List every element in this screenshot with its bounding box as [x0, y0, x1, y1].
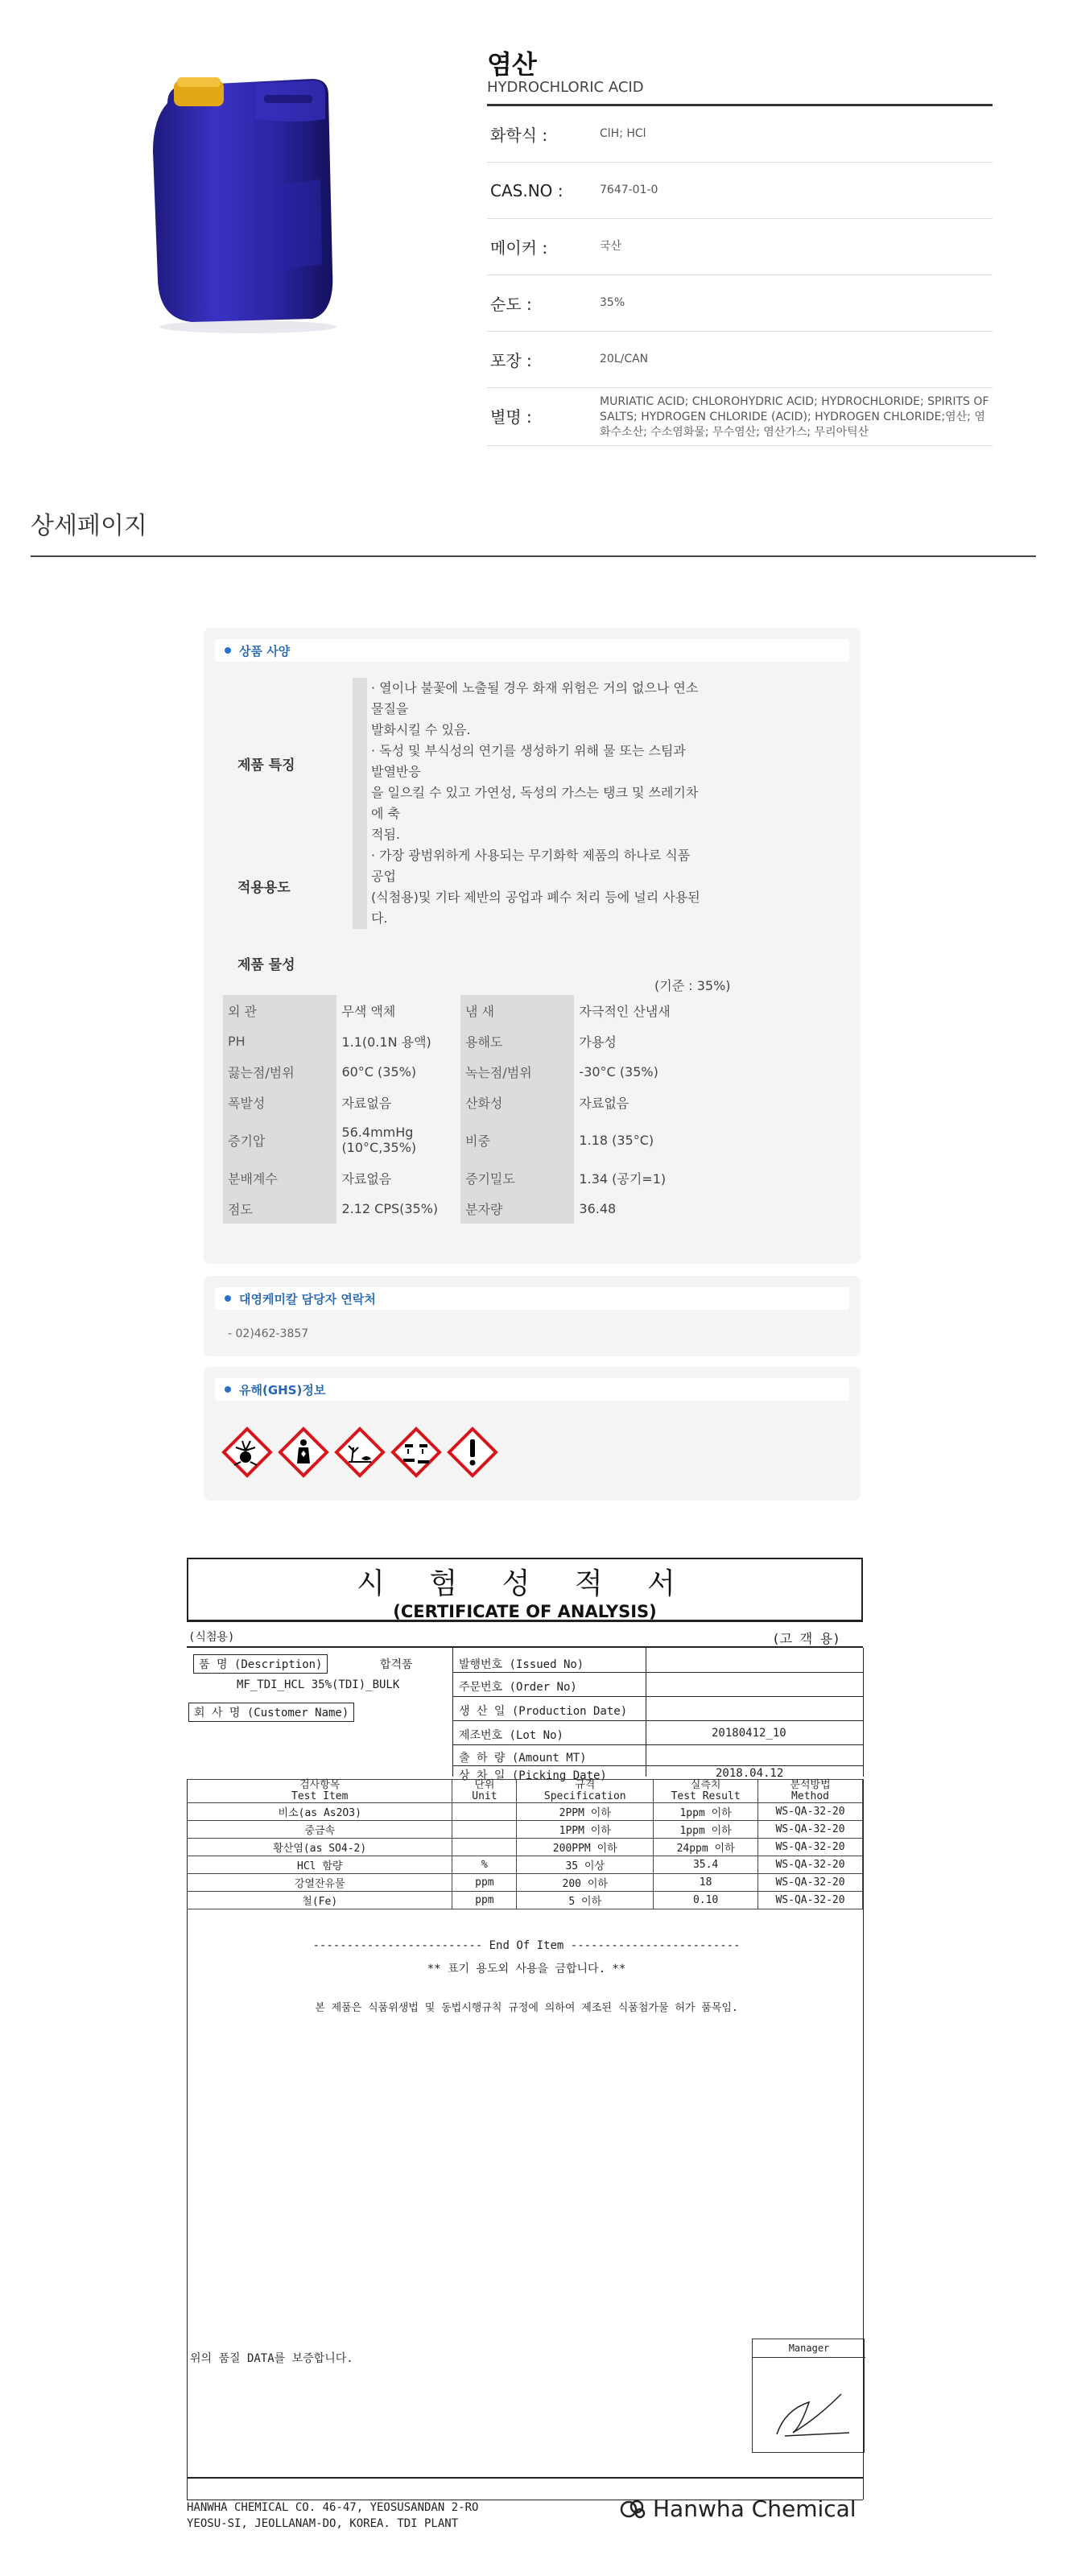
- cell: 철(Fe): [188, 1892, 452, 1909]
- feature-line: · 열이나 불꽃에 노출될 경우 화재 위험은 거의 없으나 연소물질을: [371, 680, 699, 716]
- header-cell: 분석방법 Method: [758, 1780, 863, 1803]
- prop-key: 외 관: [223, 995, 336, 1026]
- cell: 35.4: [654, 1856, 758, 1874]
- cell: 200 이하: [517, 1874, 654, 1892]
- cell: 1PPM 이하: [517, 1821, 654, 1839]
- certificate-title-en: (CERTIFICATE OF ANALYSIS): [393, 1602, 657, 1621]
- divider: [452, 1765, 863, 1766]
- info-label: 화학식 :: [490, 126, 548, 145]
- desc-value: MF_TDI_HCL 35%(TDI)_BULK: [237, 1678, 400, 1691]
- table-row: [188, 1839, 863, 1856]
- cell: 2PPM 이하: [517, 1803, 654, 1821]
- info-row-cas: [487, 163, 993, 219]
- feature-label: 제품 특징: [237, 758, 295, 774]
- header-cell: 검사항목 Test Item: [188, 1780, 452, 1803]
- table-row: [223, 1087, 698, 1117]
- logo-icon: [619, 2497, 648, 2521]
- divider: [452, 1696, 863, 1697]
- table-row: [188, 1856, 863, 1874]
- cell: 35 이상: [517, 1856, 654, 1874]
- feature-line: · 가장 광범위하게 사용되는 무기화학 제품의 하나로 식품공업: [371, 848, 691, 884]
- order-no-label: 주문번호 (Order No): [459, 1681, 577, 1694]
- cell: 비소(as As2O3): [188, 1803, 452, 1821]
- signature-icon: [753, 2362, 865, 2450]
- panel-header: [215, 1287, 849, 1310]
- prop-value: 1.1(0.1N 용액): [341, 1034, 431, 1050]
- prop-key: PH: [223, 1026, 336, 1056]
- info-label: 순도 :: [490, 295, 532, 314]
- properties-table: [223, 995, 698, 1224]
- health-hazard-icon: [278, 1426, 329, 1478]
- exploding-bomb-icon: [221, 1426, 273, 1478]
- cell: HCl 함량: [188, 1856, 452, 1874]
- product-subtitle: HYDROCHLORIC ACID: [487, 79, 993, 106]
- certificate-image: [180, 1534, 873, 2532]
- divider: [187, 1646, 863, 1648]
- prop-value: 자료없음: [341, 1095, 392, 1111]
- table-row: [188, 1803, 863, 1821]
- cell: 1ppm 이하: [654, 1821, 758, 1839]
- divider: [31, 555, 1036, 557]
- prop-value: -30°C (35%): [579, 1063, 658, 1080]
- info-row-formula: [487, 106, 993, 163]
- feature-text: [371, 678, 701, 929]
- prop-key: 녹는점/범위: [460, 1056, 574, 1087]
- info-value: MURIATIC ACID; CHLOROHYDRIC ACID; HYDROCHLORIDE; SPIRITS OF SALTS; HYDROGEN CHLORIDE (ACID); HYDROGEN CHLORIDE;염산; 염화수소산; 수소염화물; 무수염산; 염산가스; 무리아틱산: [600, 395, 989, 439]
- desc-result: 합격품: [380, 1658, 413, 1671]
- panel-header: [215, 1378, 849, 1401]
- info-value: 35%: [600, 296, 625, 309]
- end-of-item: ------------------------- End Of Item -------------------------: [312, 1939, 741, 1952]
- analysis-table: [187, 1779, 863, 1909]
- table-row: [223, 995, 698, 1026]
- cell: WS-QA-32-20: [758, 1856, 863, 1874]
- table-row: [188, 1821, 863, 1839]
- prop-key: 점도: [223, 1193, 336, 1224]
- prop-value: 36.48: [579, 1200, 617, 1216]
- cell: ppm: [452, 1874, 517, 1892]
- prop-key: 냄 새: [460, 995, 574, 1026]
- certificate-title-box: [187, 1558, 863, 1622]
- prop-key: 증기압: [223, 1117, 336, 1162]
- info-label: 별명 :: [490, 407, 532, 427]
- divider: [452, 1744, 863, 1745]
- prop-key: 끓는점/범위: [223, 1056, 336, 1087]
- divider: [863, 1648, 864, 1777]
- lot-no-label: 제조번호 (Lot No): [459, 1729, 563, 1742]
- divider: [187, 2477, 863, 2479]
- info-row-alias: [487, 388, 993, 446]
- issued-no-label: 발행번호 (Issued No): [459, 1658, 584, 1671]
- picking-label: 상 차 일 (Picking Date): [459, 1769, 607, 1782]
- panel-heading: 대영케미칼 담당자 연락처: [239, 1291, 376, 1307]
- logo-text: Hanwha Chemical: [653, 2496, 857, 2522]
- info-label: 포장 :: [490, 351, 532, 370]
- feature-line: 을 일으킬 수 있고 가연성, 독성의 가스는 탱크 및 쓰레기차에 축: [371, 785, 699, 821]
- cell: 중금속: [188, 1821, 452, 1839]
- cell: WS-QA-32-20: [758, 1839, 863, 1856]
- address-line: YEOSU-SI, JEOLLANAM-DO, KOREA. TDI PLANT: [187, 2517, 459, 2530]
- product-info: [487, 48, 993, 446]
- prop-key: 폭발성: [223, 1087, 336, 1117]
- cell: WS-QA-32-20: [758, 1803, 863, 1821]
- cell: WS-QA-32-20: [758, 1892, 863, 1909]
- info-label: 메이커 :: [490, 238, 548, 258]
- table-row: [223, 1026, 698, 1056]
- cell: [452, 1821, 517, 1839]
- cell: 24ppm 이하: [654, 1839, 758, 1856]
- divider: [452, 1672, 863, 1673]
- cell: 황산염(as SO4-2): [188, 1839, 452, 1856]
- prop-value: 자극적인 산냄새: [579, 1003, 671, 1019]
- divider: [187, 1779, 188, 2500]
- table-row: [223, 1117, 698, 1162]
- panel-heading: 상품 사양: [239, 643, 291, 658]
- properties-basis: (기준 : 35%): [654, 978, 731, 993]
- info-value: ClH; HCl: [600, 127, 646, 140]
- address-line: HANWHA CHEMICAL CO. 46-47, YEOSUSANDAN 2-RO: [187, 2501, 479, 2514]
- table-header: [188, 1780, 863, 1803]
- prop-key: 분자량: [460, 1193, 574, 1224]
- cell: 강열잔유물: [188, 1874, 452, 1892]
- left-tag: (식첨용): [188, 1631, 235, 1644]
- cell: WS-QA-32-20: [758, 1821, 863, 1839]
- cell: WS-QA-32-20: [758, 1874, 863, 1892]
- right-tag: (고 객 용): [772, 1631, 840, 1646]
- prop-key: 분배계수: [223, 1162, 336, 1193]
- feature-line: · 독성 및 부식성의 연기를 생성하기 위해 물 또는 스팀과 발열반응: [371, 743, 686, 779]
- info-value: 7647-01-0: [600, 184, 658, 196]
- table-row: [223, 1056, 698, 1087]
- header-cell: 실측치 Test Result: [654, 1780, 758, 1803]
- cell: [452, 1839, 517, 1856]
- contact-panel: [204, 1276, 861, 1356]
- feature-line: 적됨.: [371, 827, 400, 842]
- info-value: 국산: [600, 240, 622, 253]
- contact-phone: - 02)462-3857: [228, 1327, 309, 1340]
- guarantee-text: 위의 품질 DATA를 보증합니다.: [190, 2352, 353, 2365]
- usage-label: 적용용도: [237, 880, 291, 896]
- desc-label: 품 명 (Description): [193, 1654, 328, 1674]
- prop-value: 자료없음: [341, 1170, 392, 1187]
- ghs-panel: [204, 1367, 861, 1501]
- prop-value: 60°C (35%): [341, 1063, 417, 1080]
- picking-date: 2018.04.12: [716, 1767, 784, 1780]
- info-value: 20L/CAN: [600, 353, 649, 365]
- info-row-purity: [487, 275, 993, 332]
- divider: [452, 1648, 453, 1777]
- feature-line: (식첨용)및 기타 제반의 공업과 폐수 처리 등에 널리 사용된다.: [371, 890, 700, 926]
- prop-value: 가용성: [579, 1034, 617, 1050]
- customer-label: 회 사 명 (Customer Name): [188, 1703, 354, 1722]
- cell: 0.10: [654, 1892, 758, 1909]
- product-title: 염산: [487, 49, 537, 80]
- manager-signature-box: [752, 2339, 865, 2453]
- cell: 18: [654, 1874, 758, 1892]
- exclamation-icon: [447, 1426, 498, 1478]
- hanwha-logo: [619, 2496, 857, 2522]
- spec-panel: [204, 628, 861, 1264]
- info-row-maker: [487, 219, 993, 275]
- feature-line: 발화시킬 수 있음.: [371, 722, 471, 737]
- lot-no: 20180412_10: [712, 1727, 786, 1740]
- prop-value: 1.18 (35°C): [579, 1132, 654, 1148]
- prop-value: 56.4mmHg (10°C,35%): [341, 1125, 417, 1155]
- bullet-icon: [225, 1386, 231, 1393]
- ghs-pictograms: [221, 1426, 498, 1478]
- corrosion-icon: [390, 1426, 442, 1478]
- header-cell: 규격 Specification: [517, 1780, 654, 1803]
- table-row: [188, 1892, 863, 1909]
- manager-label: Manager: [753, 2343, 865, 2358]
- certificate-title: 시 험 성 적 서: [357, 1567, 693, 1600]
- cell: ppm: [452, 1892, 517, 1909]
- prop-value: 2.12 CPS(35%): [341, 1200, 439, 1216]
- prop-key: 용해도: [460, 1026, 574, 1056]
- product-image: [135, 63, 353, 336]
- info-label: CAS.NO :: [490, 180, 563, 200]
- prop-value: 무색 액체: [341, 1003, 396, 1019]
- detail-page-title: 상세페이지: [31, 512, 147, 540]
- divider: [452, 1720, 863, 1721]
- cell: 1ppm 이하: [654, 1803, 758, 1821]
- amount-label: 출 하 량 (Amount MT): [459, 1752, 587, 1765]
- environment-icon: [334, 1426, 386, 1478]
- panel-header: [215, 639, 849, 662]
- header-cell: 단위 Unit: [452, 1780, 517, 1803]
- prop-value: 1.34 (공기=1): [579, 1170, 667, 1187]
- properties-label: 제품 물성: [237, 957, 295, 973]
- bullet-icon: [225, 1295, 231, 1302]
- production-date-label: 생 산 일 (Production Date): [459, 1705, 628, 1718]
- prop-key: 산화성: [460, 1087, 574, 1117]
- prop-key: 비중: [460, 1117, 574, 1162]
- prop-value: 자료없음: [579, 1095, 630, 1111]
- prop-key: 증기밀도: [460, 1162, 574, 1193]
- cell: %: [452, 1856, 517, 1874]
- info-row-package: [487, 332, 993, 388]
- bullet-icon: [225, 647, 231, 654]
- usage-notice: ** 표기 용도외 사용을 금합니다. **: [427, 1963, 626, 1975]
- cell: 5 이하: [517, 1892, 654, 1909]
- panel-heading: 유해(GHS)정보: [239, 1382, 326, 1397]
- feature-bar: [353, 678, 367, 929]
- table-row: [223, 1193, 698, 1224]
- regulation-notice: 본 제품은 식품위생법 및 동법시행규칙 규정에 의하여 제조된 식품첨가물 허가 품목임.: [315, 2002, 738, 2014]
- table-row: [188, 1874, 863, 1892]
- cell: 200PPM 이하: [517, 1839, 654, 1856]
- table-row: [223, 1162, 698, 1193]
- cell: [452, 1803, 517, 1821]
